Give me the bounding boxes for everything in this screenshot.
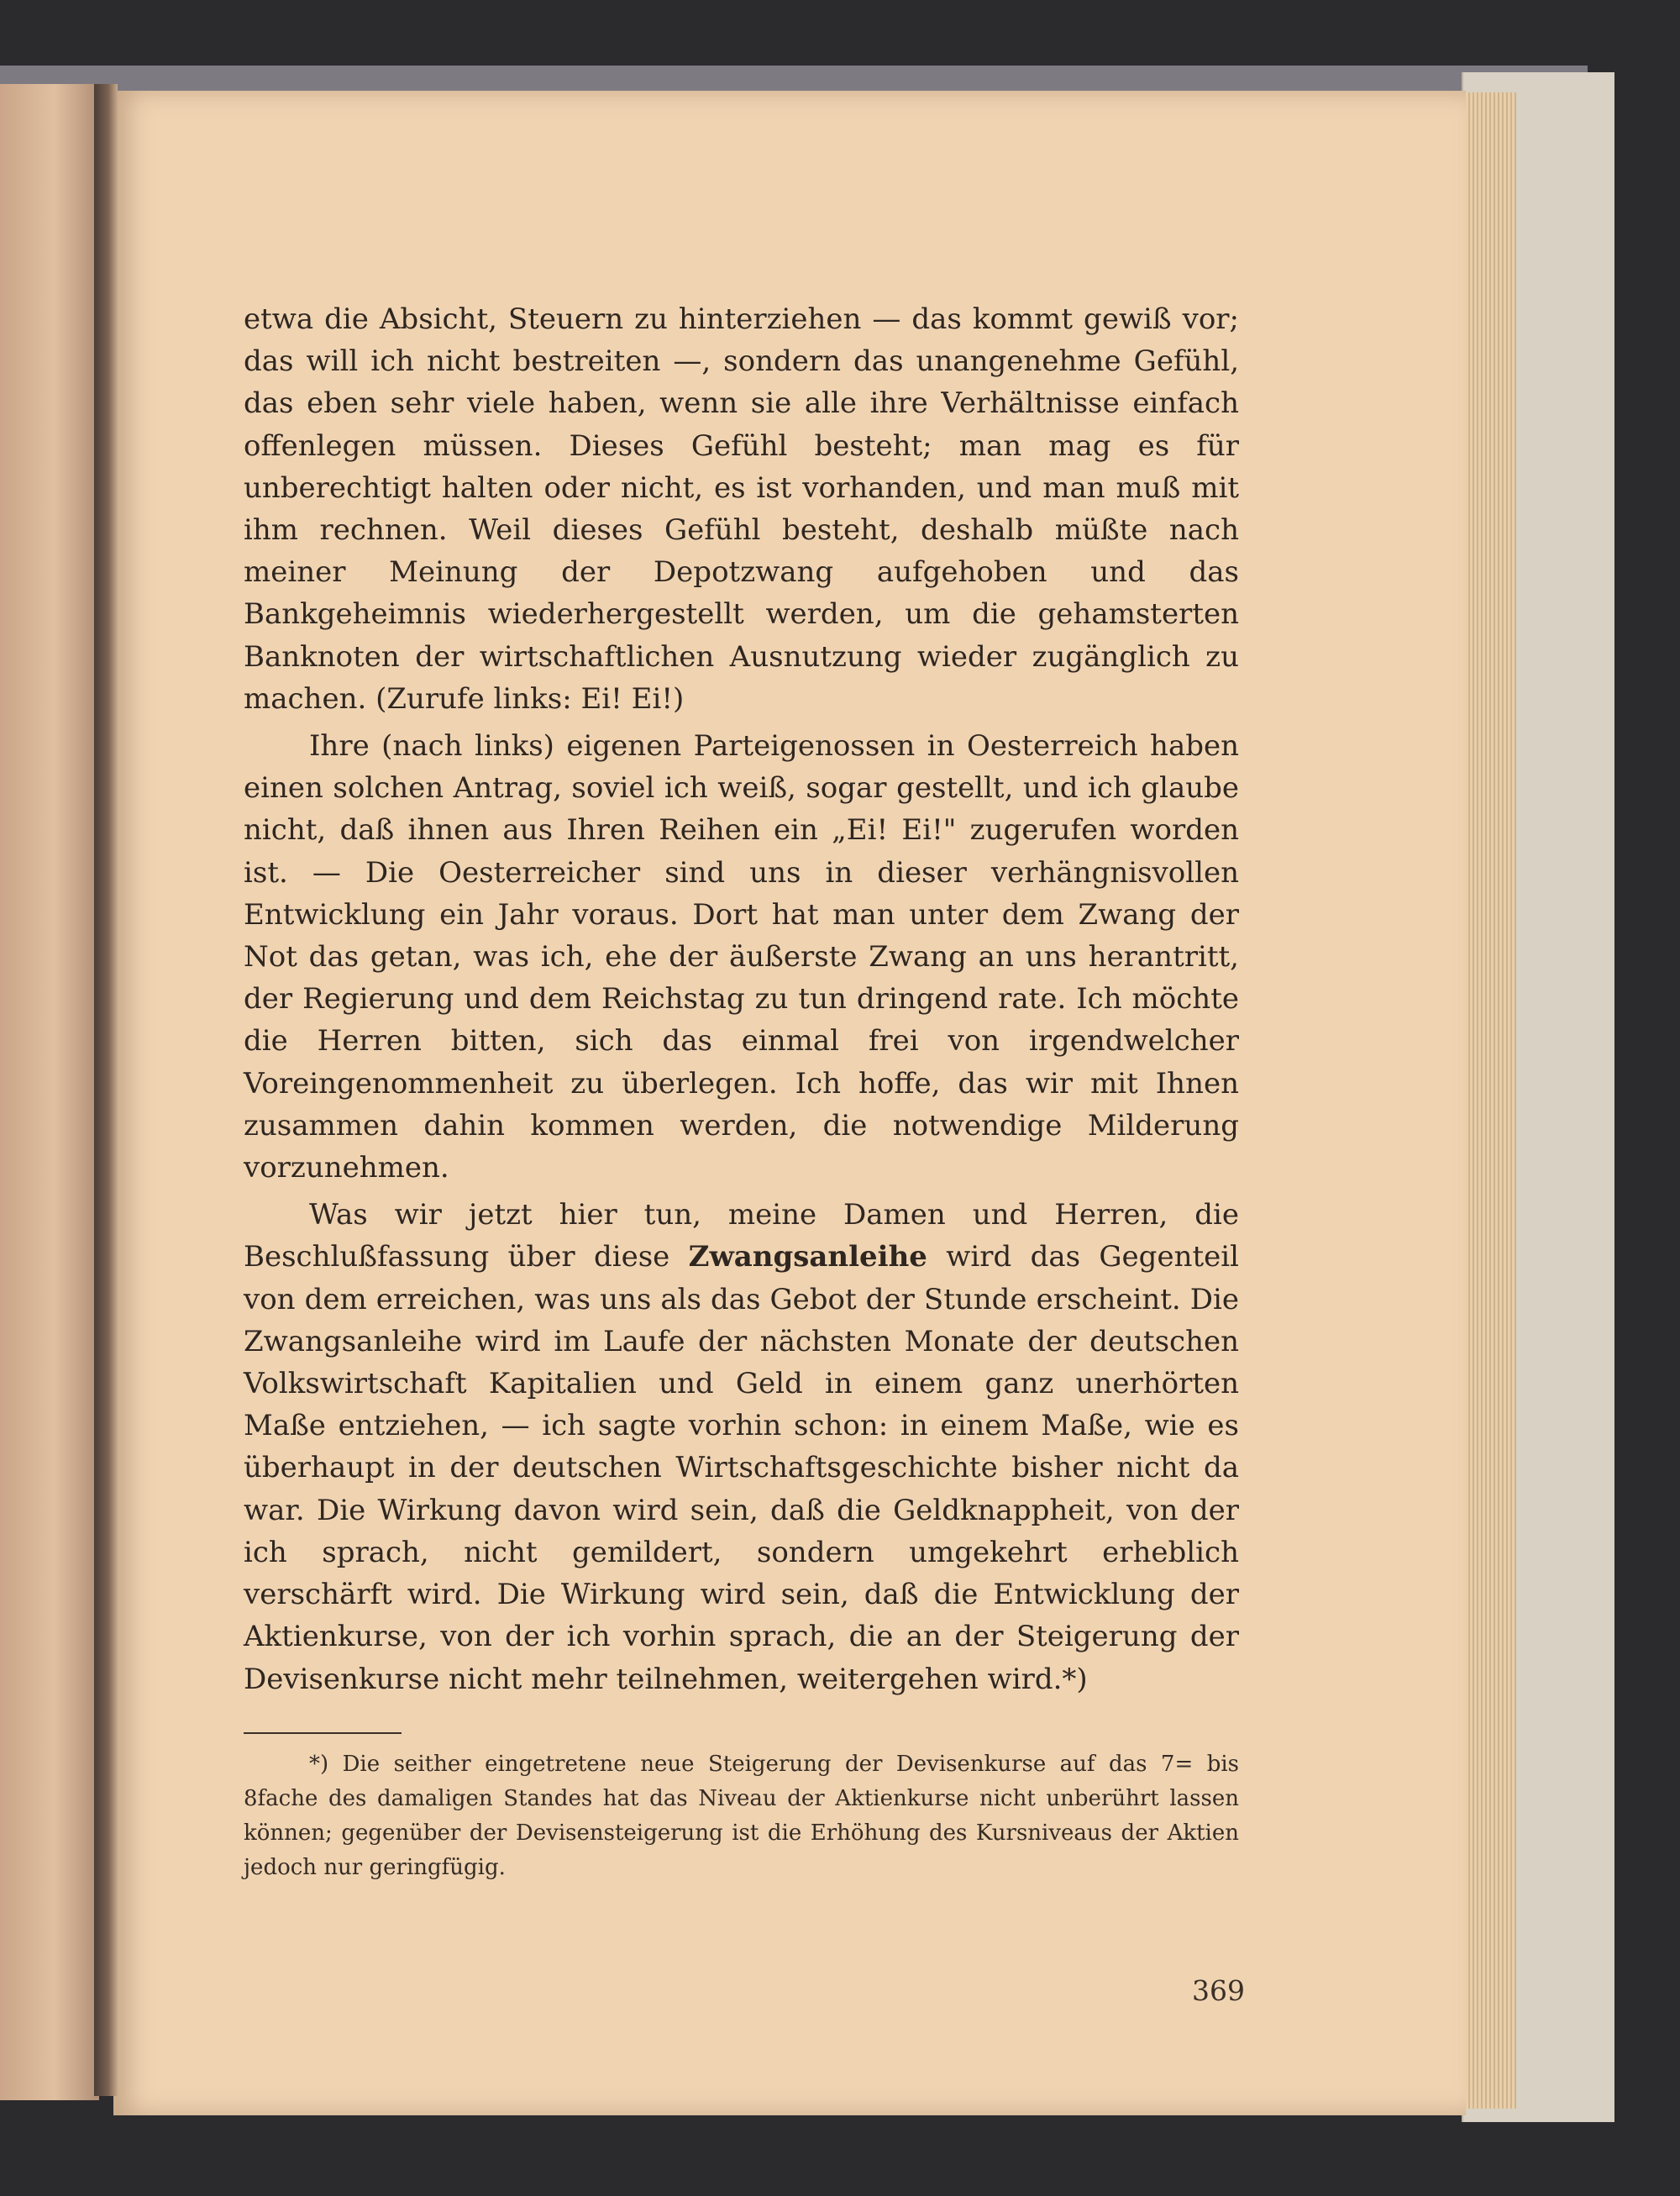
- emphasized-term: Zwangsanleihe: [688, 1240, 927, 1274]
- paragraph-3-end: wird das Gegenteil von dem erreichen, was uns als das Gebot der Stunde erscheint. Die Zwangsanleihe wird im Laufe der nächsten Monate der deutschen Volkswirtschaft Kapitalien und Geld in einem ganz unerhörten Maße entziehen, — ich sagte vorhin schon: in einem Maße, wie es überhaupt in der deutschen Wirtschaftsgeschichte bisher nicht da war. Die Wirkung davon wird sein, daß die Geldknappheit, von der ich sprach, nicht gemildert, sondern umgekehrt erheblich verschärft wird. Die Wirkung wird sein, daß die Entwicklung der Aktienkurse, von der ich vorhin sprach, die an der Steigerung der Devisenkurse nicht mehr teilnehmen, weitergehen wird.*): [244, 1240, 1239, 1696]
- paragraph-3-start: Was wir jetzt hier tun, meine Damen und Herren, die Beschlußfassung über diese: [244, 1198, 1239, 1274]
- page-edges: [1457, 92, 1516, 2109]
- paragraph-2: Ihre (nach links) eigenen Parteigenossen in Oesterreich haben einen solchen Antrag, soviel ich weiß, sogar gestellt, und ich glaube nicht, daß ihnen aus Ihren Reihen ein „Ei! Ei!" zugerufen worden ist. — Die Oesterreicher sind uns in dieser verhängnisvollen Entwicklung ein Jahr voraus. Dort hat man unter dem Zwang der Not das getan, was ich, ehe der äußerste Zwang an uns herantritt, der Regierung und dem Reichstag zu tun dringend rate. Ich möchte die Herren bitten, sich das einmal frei von irgendwelcher Voreingenommenheit zu überlegen. Ich hoffe, das wir mit Ihnen zusammen dahin kommen werden, die notwendige Milderung vorzunehmen.: [244, 729, 1239, 1185]
- body-text: [244, 298, 1239, 1700]
- paragraph-3: [244, 1194, 1239, 1700]
- paragraph-1: etwa die Absicht, Steuern zu hinterziehen — das kommt gewiß vor; das will ich nicht bestreiten —, sondern das unangenehme Gefühl, das eben sehr viele haben, wenn sie alle ihre Verhältnisse einfach offenlegen müssen. Dieses Gefühl besteht; man mag es für unberechtigt halten oder nicht, es ist vorhanden, und man muß mit ihm rechnen. Weil dieses Gefühl besteht, deshalb müßte nach meiner Meinung der Depotzwang aufgehoben und das Bankgeheimnis wiederhergestellt werden, um die gehamsterten Banknoten der wirtschaftlichen Ausnutzung wieder zugänglich zu machen. (Zurufe links: Ei! Ei!): [244, 302, 1239, 716]
- page-number: 369: [1192, 1974, 1245, 2007]
- footnote: *) Die seither eingetretene neue Steigerung der Devisenkurse auf das 7= bis 8fache des damaligen Standes hat das Niveau der Aktienkurse nicht unberührt lassen können; gegenüber der Devisensteigerung ist die Erhöhung des Kursniveaus der Aktien jedoch nur geringfügig.: [244, 1752, 1239, 1880]
- left-page: [0, 84, 99, 2100]
- book-gutter: [94, 84, 118, 2096]
- footnote-rule: [244, 1732, 402, 1734]
